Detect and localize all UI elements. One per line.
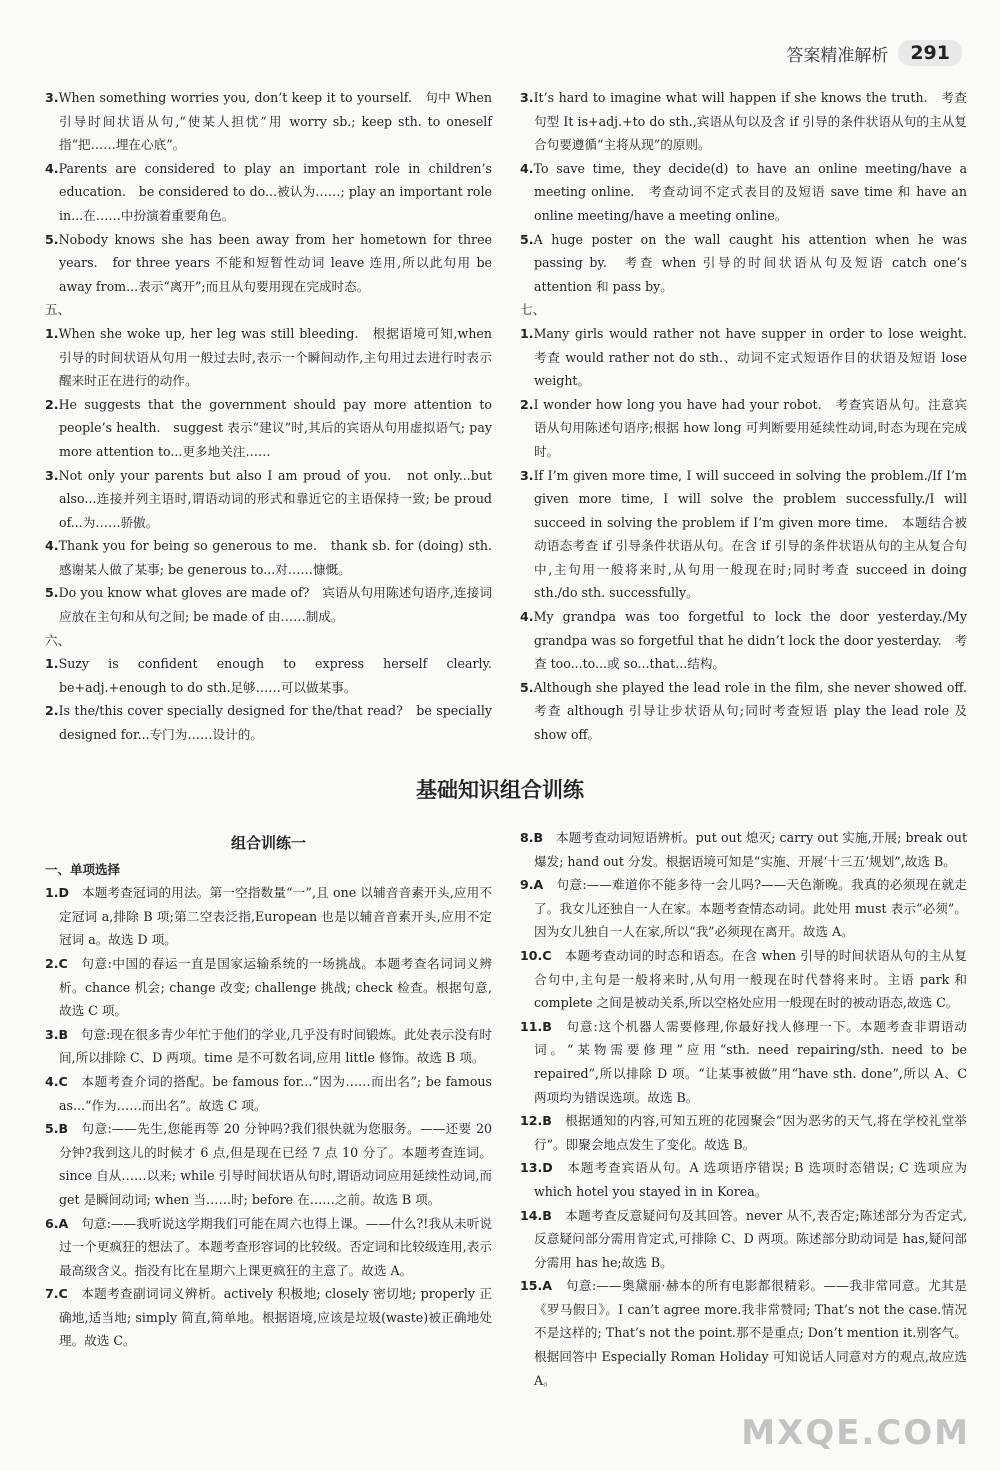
section-marker-text: 六、 xyxy=(45,632,71,648)
bottom-right-column xyxy=(520,826,967,1392)
item-text: 本题考查动词短语辨析。put out 熄灭; carry out 实施,开展; break out 爆发; hand out 分发。根据语境可知是“实施、开展‘十三五’规划”,故选 B。 xyxy=(534,830,968,869)
answer-item xyxy=(45,157,492,228)
item-number: 3. xyxy=(520,467,534,483)
item-number: 4. xyxy=(45,160,59,176)
section-marker xyxy=(45,629,492,653)
item-number: 5. xyxy=(45,231,59,247)
item-number: 10.C xyxy=(520,947,552,963)
item-text: 本题考查动词的时态和语态。在含 when 引导的时间状语从句的主从复合句中,主句是一般将来时,从句用一般现在时代替将来时。主语 park 和 complete 之间是被动关系,所以空格处应用一般现在时的被动语态,故选 C。 xyxy=(534,947,967,1011)
item-number: 13.D xyxy=(520,1160,553,1176)
item-number: 4. xyxy=(520,160,534,176)
answer-item xyxy=(45,652,505,699)
answer-item xyxy=(520,157,967,228)
item-text: 句意:——难道你不能多待一会儿吗?——天色渐晚。我真的必须现在就走了。我女儿还独自一人在家。本题考查情态动词。此处用 must 表示“必须”。因为女儿独自一人在家,所以“我”必须现在离开。故选 A。 xyxy=(534,877,968,940)
item-text: 本题考查冠词的用法。第一空指数量“一”,且 one 以辅音音素开头,应用不定冠词 a,排除 B 项;第二空表泛指,European 也是以辅音音素开头,应用不定冠词 a。故选 D 项。 xyxy=(59,885,492,948)
item-number: 1. xyxy=(45,656,59,672)
item-number: 8.B xyxy=(520,830,544,845)
answer-item xyxy=(45,534,492,581)
item-number: 3. xyxy=(45,90,59,105)
answer-item xyxy=(520,86,967,157)
answer-item xyxy=(45,1212,492,1283)
section-main-title: 基础知识组合训练 xyxy=(416,778,584,802)
answer-item xyxy=(520,1015,967,1109)
item-number: 2.C xyxy=(45,955,68,971)
answer-item xyxy=(45,581,492,628)
item-number: 1.D xyxy=(45,885,70,901)
item-text: 本题考查反意疑问句及其回答。never 从不,表否定;陈述部分为否定式,反意疑问部分需用肯定式,可排除 C、D 两项。陈述部分助动词是 has,疑问部分需用 has he;故选 B。 xyxy=(534,1207,968,1270)
item-number: 5.B xyxy=(45,1121,69,1137)
item-number: 2. xyxy=(45,703,59,719)
answer-item xyxy=(45,322,492,393)
item-number: 7.C xyxy=(45,1286,68,1302)
item-number: 5. xyxy=(520,231,534,247)
answer-item xyxy=(45,1023,492,1070)
item-text: Do you know what gloves are made of? 宾语从句用陈述句语序,连接词应放在主句和从句之间; be made of 由……制成。 xyxy=(58,585,492,625)
answer-item xyxy=(520,322,980,393)
answer-item xyxy=(520,393,967,464)
answer-item xyxy=(520,1109,967,1156)
header-title: 答案精准解析 xyxy=(786,45,889,66)
item-number: 3. xyxy=(45,467,59,483)
item-text: Is the/this cover specially designed for the/that read? be specially designed for...专门为……设计的。 xyxy=(58,703,492,743)
bottom-left-column xyxy=(45,826,492,1353)
item-text: When she woke up, her leg was still bleeding. 根据语境可知,when 引导的时间状语从句用一般过去时,表示一个瞬间动作,主句用过去进行时表示醒来时正在进行的动作。 xyxy=(58,325,492,389)
answer-item xyxy=(520,873,967,944)
item-number: 3. xyxy=(520,90,534,105)
item-number: 5. xyxy=(45,585,59,601)
item-number: 6.A xyxy=(45,1215,69,1231)
item-text: Although she played the lead role in the film, she never showed off. 考查 although 引导让步状语从句;同时考查短语 play the lead role 及 show off。 xyxy=(533,679,980,743)
answer-item xyxy=(45,952,492,1023)
item-text: Many girls would rather not have supper in order to lose weight. 考查 would rather not do sth.、动词不定式短语作目的状语及短语 lose weight。 xyxy=(533,325,980,389)
section-marker xyxy=(520,298,967,322)
item-text: If I’m given more time, I will succeed in solving the problem./If I’m given more time, I will solve the problem successfully./I will succeed in solving the problem if I’m given more time. 本题结合被动语态考查 if 引导条件状语从句。在含 if 引导的条件状语从句的主从复合句中,主句用一般将来时,从句用一般现在时;同时考查 succeed in doing sth./do sth. successfully。 xyxy=(533,467,967,601)
item-text: 句意:——我听说这学期我们可能在周六也得上课。——什么?!我从未听说过一个更疯狂的想法了。本题考查形容词的比较级。否定词和比较级连用,表示最高级含义。指没有比在星期六上课更疯狂的主意了。故选 A。 xyxy=(59,1215,493,1278)
item-number: 5. xyxy=(520,679,534,695)
item-text: Thank you for being so generous to me. thank sb. for (doing) sth.感谢某人做了某事; be generous to...对……慷慨。 xyxy=(58,538,492,577)
section-label: 一、单项选择 xyxy=(45,861,121,877)
section-marker-text: 七、 xyxy=(520,302,546,318)
item-text: 句意:——奥黛丽·赫本的所有电影都很精彩。——我非常同意。尤其是《罗马假日》。I can’t agree more.我非常赞同; That’s not the case.情况不是这样的; That’s not the point.那不是重点; Don’t mention it.别客气。根据回答中 Especially Roman Holiday 可知说话人同意对方的观点,故应选 A。 xyxy=(534,1278,968,1388)
sub-title: 组合训练一 xyxy=(230,834,306,852)
item-text: 本题考查介词的搭配。be famous for...“因为……而出名”; be famous as...“作为……而出名”。故选 C 项。 xyxy=(59,1073,493,1113)
item-number: 14.B xyxy=(520,1207,552,1223)
top-right-column xyxy=(520,86,980,747)
item-number: 1. xyxy=(520,325,534,341)
item-number: 12.B xyxy=(520,1113,552,1129)
item-number: 11.B xyxy=(520,1018,552,1034)
item-text: It’s hard to imagine what will happen if she knows the truth. 考查句型 It is+adj.+to do sth.,宾语从句以及含 if 引导的条件状语从句的主从复合句要遵循“主将从现”的原则。 xyxy=(533,90,967,153)
item-text: 句意:中国的春运一直是国家运输系统的一场挑战。本题考查名词词义辨析。chance 机会; change 改变; challenge 挑战; check 检查。根据句意,故选 C 项。 xyxy=(59,955,492,1019)
item-text: 句意:这个机器人需要修理,你最好找人修理一下。本题考查非谓语动词。“某物需要修理”应用“sth. need repairing/sth. need to be repaired”,所以排除 D 项。“让某事被做”用“have sth. done”,所以 A、C 两项均为错误选项。故选 B。 xyxy=(534,1018,968,1105)
item-text: 句意:——先生,您能再等 20 分钟吗?我们很快就为您服务。——还要 20 分钟?我到这儿的时候才 6 点,但是现在已经 7 点 10 分了。本题考查连词。since 自从……以来; while 引导时间状语从句时,谓语动词应用延续性动词,而 get 是瞬间动词; when 当……时; before 在……之前。故选 B 项。 xyxy=(59,1121,493,1207)
answer-item xyxy=(520,605,967,676)
item-number: 2. xyxy=(520,396,534,412)
section-marker xyxy=(45,298,492,322)
item-text: Parents are considered to play an important role in children’s education. be considered to do...被认为……; play an important role in...在……中扮演着重要角色。 xyxy=(58,160,492,223)
item-number: 15.A xyxy=(520,1278,553,1294)
item-text: 本题考查副词词义辨析。actively 积极地; closely 密切地; properly 正确地,适当地; simply 简直,简单地。根据语境,应该是垃圾(waste)被正确地处理。故选 C。 xyxy=(59,1286,492,1349)
answer-item xyxy=(520,1204,967,1275)
item-number: 1. xyxy=(45,325,59,341)
answer-item xyxy=(45,86,492,157)
answer-item xyxy=(520,228,967,299)
answer-item xyxy=(45,1070,492,1117)
page-number: 291 xyxy=(898,40,962,66)
answer-item xyxy=(45,464,492,535)
answer-item xyxy=(520,676,980,747)
section-marker-text: 五、 xyxy=(45,302,71,318)
item-number: 4. xyxy=(45,538,59,554)
item-text: My grandpa was too forgetful to lock the door yesterday./My grandpa was so forgetful that he didn’t lock the door yesterday. 考查 too...to...或 so...that...结构。 xyxy=(533,609,967,672)
item-number: 4. xyxy=(520,609,534,625)
item-number: 4.C xyxy=(45,1073,68,1089)
item-text: Nobody knows she has been away from her hometown for three years. for three years 不能和短暂性动词 leave 连用,所以此句用 be away from...表示“离开”;而且从句要用现在完成时态。 xyxy=(58,231,492,294)
answer-item xyxy=(520,1274,967,1392)
item-text: 句意:现在很多青少年忙于他们的学业,几乎没有时间锻炼。此处表示没有时间,所以排除 C、D 两项。time 是不可数名词,应用 little 修饰。故选 B 项。 xyxy=(59,1026,492,1066)
answer-item xyxy=(45,1282,492,1353)
item-number: 3.B xyxy=(45,1026,69,1042)
item-text: Not only your parents but also I am proud of you. not only...but also...连接并列主语时,谓语动词的形式和靠近它的主语保持一致; be proud of...为……骄傲。 xyxy=(58,467,492,530)
item-text: 根据通知的内容,可知五班的花园聚会“因为恶劣的天气,将在学校礼堂举行”。即聚会地点发生了变化。故选 B。 xyxy=(534,1113,967,1152)
item-text: When something worries you, don’t keep it to yourself. 句中 When 引导时间状语从句,“使某人担忧”用 worry sb.; keep sth. to oneself 指“把……埋在心底”。 xyxy=(58,90,492,153)
top-left-column xyxy=(45,86,505,747)
answer-item xyxy=(45,699,492,746)
answer-item xyxy=(520,826,967,873)
item-text: 本题考查宾语从句。A 选项语序错误; B 选项时态错误; C 选项应为 which hotel you stayed in in Korea。 xyxy=(534,1160,968,1199)
answer-item xyxy=(45,228,492,299)
watermark-logo: MXQE.COM xyxy=(741,1413,970,1453)
item-text: A huge poster on the wall caught his attention when he was passing by. 考查 when 引导的时间状语从句及短语 catch one’s attention 和 pass by。 xyxy=(533,231,967,294)
answer-item xyxy=(520,944,967,1015)
answer-item xyxy=(45,393,492,464)
item-text: He suggests that the government should pay more attention to people’s health. suggest 表示“建议”时,其后的宾语从句用虚拟语气; pay more attention to...更多地关注…… xyxy=(58,396,492,459)
item-number: 9.A xyxy=(520,877,544,893)
answer-item xyxy=(520,1156,967,1203)
answer-item xyxy=(520,464,967,606)
answer-item xyxy=(45,1117,492,1211)
page-header xyxy=(786,40,962,66)
item-number: 2. xyxy=(45,396,59,412)
item-text: To save time, they decide(d) to have an online meeting/have a meeting online. 考查动词不定式表目的及短语 save time 和 have an online meeting/have a meeting online。 xyxy=(533,160,967,223)
item-text: I wonder how long you have had your robot. 考查宾语从句。注意宾语从句用陈述句语序;根据 how long 可判断要用延续性动词,时态为现在完成时。 xyxy=(533,396,967,459)
answer-item xyxy=(45,881,492,952)
item-text: Suzy is confident enough to express herself clearly. be+adj.+enough to do sth.足够……可以做某事。 xyxy=(58,656,505,695)
